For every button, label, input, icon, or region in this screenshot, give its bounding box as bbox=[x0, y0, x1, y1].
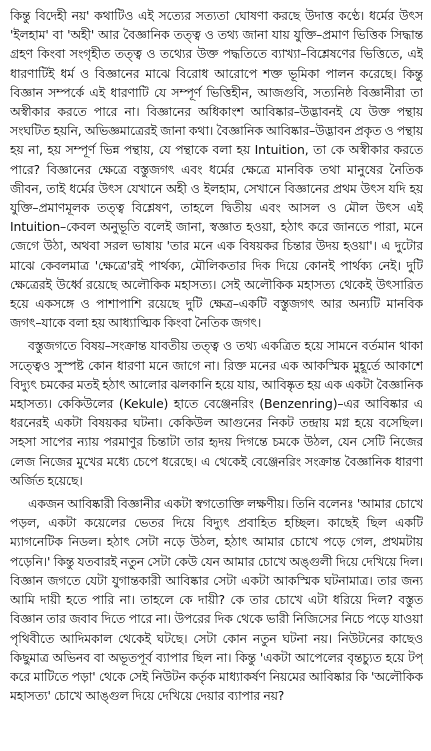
paragraph-religion-science-sources: কিন্তু বিদেহী নয়' কথাটিও এই সত্যের সত্যতা ঘোষণা করছে উদাত্ত কণ্ঠে। ধর্মের উৎস 'ইলহাম' বা 'অহী' আর বৈজ্ঞানিক তত্ত্ব ও তথ্য জানা যায় যুক্তি–প্রমাণ ভিত্তিক সিদ্ধান্ত গ্রহণ কিংবা সংগৃহীত তত্ত্ব ও তথ্যের উক্ত পদ্ধতিতে ব্যাখ্যা–বিশ্লেষণের ভিত্তিতে, এই ধারণাটিই ধর্ম ও বিজ্ঞানের মাঝে বিরোধ আরোপে শক্ত ভূমিকা পালন করেছে। কিন্তু বিজ্ঞান সম্পর্কে এই ধারণাটি যে সম্পূর্ণ ভিত্তিহীন, আজগুবি, সত্যনিষ্ঠ বিজ্ঞানীরা তা অস্বীকার করতে পারে না। বিজ্ঞানের অধিকাংশ আবিষ্কার–উদ্ভাবনই যে উক্ত পন্থায় সংঘটিত হয়নি, অভিজ্ঞমাত্রেরই জানা কথা। বৈজ্ঞানিক আবিষ্কার–উদ্ভাবন প্রকৃত ও পন্থায় হয় না, হয় সম্পূর্ণ ভিন্ন পন্থায়, যে পন্থাকে বলা হয় Intuition, তা কে অস্বীকার করতে পারে? বিজ্ঞানের ক্ষেত্রে বস্তুজগৎ এবং ধর্মের ক্ষেত্রে মানবিক তথা মানুষের নৈতিক জীবন, তাই ধর্মের উৎস যেখানে অহী ও ইলহাম, সেখানে বিজ্ঞানের প্রথম উৎস যদি হয় যুক্তি–প্রমাণমূলক তত্ত্ব বিশ্লেষণ, তাহলে দ্বিতীয় এবং আসল ও মৌল উৎস এই Intuition–কেবল অনুভূতি বলেই জানা, স্বজ্ঞাত হওয়া, হঠাৎ করে জানতে পারা, মনে জেগে উঠা, অথবা সরল ভাষায় 'তার মনে এক বিষয়কর চিন্তার উদয় হওয়া'। এ দুটোর মাঝে কেবলমাত্র 'ক্ষেত্রে'রই পার্থক্য, মৌলিকতার দিক দিয়ে কোনই পার্থক্য নেই। দুটি ক্ষেত্রেরই উর্ধ্বে রয়েছে অলৌকিক মহাসত্য। সেই অলৌকিক মহাসত্য থেকেই উৎসারিত হয়ে একসঙ্গে ও পাশাপাশি রয়েছে দুটি ক্ষেত্র–একটি বস্তুজগৎ আর অন্যটি মানবিক জগৎ–যাকে বলা হয় আধ্যাত্মিক কিংবা নৈতিক জগৎ। bbox=[10, 8, 423, 331]
paragraph-kekule-benzene: বস্তুজগতে বিষয়–সংক্রান্ত যাবতীয় তত্ত্ব ও তথ্য একত্রিত হয়ে সামনে বর্তমান থাকা সত্ত্বেও সুস্পষ্ট কোন ধারণা মনে জাগে না। রিক্ত মনের এক আকস্মিক মুহূর্তে আকাশে বিদ্যুৎ চমকের মতই হঠাৎ আলোর ঝলকানি হয়ে যায়, আবিষ্কৃত হয় এক একটা বৈজ্ঞানিক মহাসত্য। কেকিউলের (Kekule) হাতে বেঞ্জেনরিং (Benzenring)–এর আবিষ্কার এ ধরনেরই একটা বিষয়কর ঘটনা। কেকিউল আগুনের নিকট তন্দ্রায় মগ্ন হয়ে বসেছিল। সহসা সাপের ন্যায় পরমাণুর চিন্তাটা তার হৃদয় দিগন্তে চমকে উঠল, যেন সেটি নিজের লেজ নিজের মুখের মধ্যে চেপে ধরেছে। এ থেকেই বেঞ্জেনরিং সংক্রান্ত বৈজ্ঞানিক ধারণা অর্জিত হয়েছে। bbox=[10, 338, 423, 488]
paragraph-scientist-monologue: একজন আবিষ্কারী বিজ্ঞানীর একটা স্বগতোক্তি লক্ষণীয়। তিনি বলেনঃ 'আমার চোখে পড়ল, একটা কয়েলের ভেতর দিয়ে বিদ্যুৎ প্রবাহিত হচ্ছিল। কাছেই ছিল একটি ম্যাগনেটিক নিডল। হঠাৎ সেটা নড়ে উঠল, হঠাৎ আমার চোখে পড়ে গেল, প্রথমটায় পড়েনি।' কিন্তু যতবারই নতুন সেটা কেউ যেন আমার চোখে অঙ্গুলী দিয়ে দেখিয়ে দিল। বিজ্ঞান জগতে যেটা যুগান্তকারী আবিষ্কার সেটা একটা আকস্মিক ঘটনামাত্র। তার জন্য আমি দায়ী হতে পারি না। তাহলে কে দায়ী? কে তার চোখে এটা ধরিয়ে দিল? বস্তুত বিজ্ঞান তার জবাব দিতে পারে না। উপরের দিক থেকে ভারী নিজিসের নিচে পড়ে যাওয়া পৃথিবীতে আদিমকাল থেকেই ঘটছে। সেটা কোন নতুন ঘটনা নয়। নিউটনের কাছেও কিছুমাত্র অভিনব বা অভূতপূর্ব ব্যাপার ছিল না। কিন্তু 'একটা আপেলের বৃন্তচ্যুত হয়ে টপ্ করে মাটিতে পড়া' থেকে সেই নিউটন কর্তৃক মাধ্যাকর্ষণ নিয়মের আবিষ্কার কি 'অলৌকিক মহাসত্য' চোখে আঙ্গুল দিয়ে দেখিয়ে দেয়ার ব্যাপার নয়? bbox=[10, 496, 423, 704]
document-page bbox=[10, 6, 423, 746]
